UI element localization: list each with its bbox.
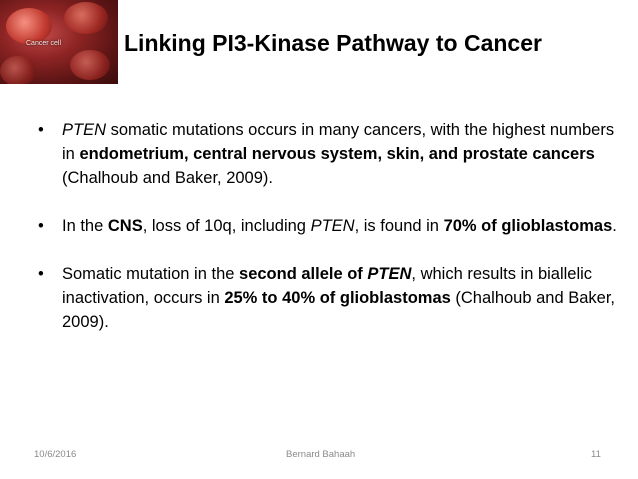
footer-date: 10/6/2016 [34,449,77,460]
bullet-text-segment: PTEN [310,217,355,235]
image-label: Cancer cell [26,40,62,47]
footer-page-number: 11 [591,449,601,460]
cell-shape [6,8,52,44]
slide-title: Linking PI3-Kinase Pathway to Cancer [124,30,542,56]
bullet-text-segment: 70% of glioblastomas [443,217,613,235]
cancer-cell-image [0,0,118,84]
bullet-text-segment: In the [62,217,108,235]
bullet-text-segment: . [612,217,617,235]
bullet-text-segment: CNS [107,217,143,235]
cell-shape [64,2,108,34]
bullet-text-segment: , is found in [354,217,444,235]
bullet-text-segment: (Chalhoub and Baker, 2009). [62,169,273,187]
bullet-text-segment: (Chalhoub and Baker, 2009). [62,289,616,331]
bullet-text-segment: endometrium, central nervous system, skin, and prostate cancers [79,145,595,163]
bullet-text-segment: somatic mutations occurs in many cancers, with the highest numbers in [62,121,615,163]
bullet-marker: • [38,265,44,283]
bullet-item [38,262,618,334]
bullet-item [38,214,618,238]
bullet-item [38,118,618,190]
bullet-text-segment: second allele of [239,265,368,283]
bullet-text-segment: Somatic mutation in the [62,265,240,283]
bullet-text-segment: , loss of 10q, including [142,217,311,235]
bullet-marker: • [38,121,44,139]
bullet-text-segment: PTEN [62,121,107,139]
bullet-marker: • [38,217,44,235]
bullet-list [38,118,618,358]
bullet-text-segment: , which results in biallelic inactivation, occurs in [62,265,593,307]
cell-shape [0,56,36,84]
bullet-text-segment: PTEN [367,265,412,283]
bullet-text-segment: 25% to 40% of glioblastomas [224,289,451,307]
cell-shape [70,50,110,80]
footer-author: Bernard Bahaah [286,449,356,460]
